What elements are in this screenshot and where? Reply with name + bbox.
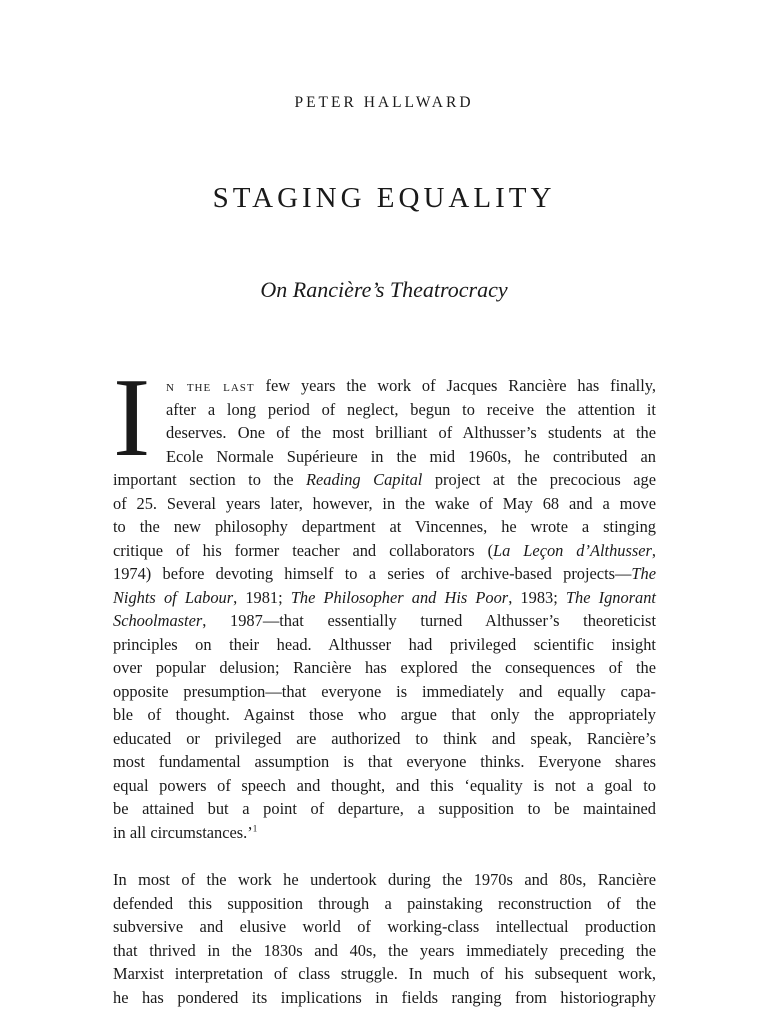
book-title: Reading Capital bbox=[306, 470, 423, 489]
book-title: La Leçon d’Althusser bbox=[493, 540, 652, 560]
article-subtitle: On Rancière’s Theatrocracy bbox=[260, 277, 508, 302]
book-title: The Ignorant bbox=[565, 587, 656, 607]
text-line: defended this supposition through a painstaking reconstruction of the bbox=[113, 893, 656, 913]
text-line: of 25. Several years later, however, in the wake of May 68 and a move bbox=[113, 493, 656, 513]
book-title: Schoolmaster bbox=[113, 611, 203, 630]
drop-cap: I bbox=[113, 356, 151, 480]
text-line: after a long period of neglect, begun to receive the attention it bbox=[166, 399, 656, 419]
book-title: The Philosopher and His Poor bbox=[290, 587, 509, 607]
paragraph-2 bbox=[113, 868, 656, 1009]
text-line: to the new philosophy department at Vincennes, he wrote a stinging bbox=[113, 517, 656, 536]
text-line: Ecole Normale Supérieure in the mid 1960s, he contributed an bbox=[166, 446, 656, 466]
article-title: STAGING EQUALITY bbox=[212, 182, 556, 214]
text-line: Schoolmaster, 1987—that essentially turned Althusser’s theoreticist bbox=[113, 611, 656, 630]
text-line: n the last few years the work of Jacques Rancière has finally, bbox=[166, 376, 656, 395]
text-line: be attained but a point of departure, a supposition to be maintained bbox=[113, 799, 656, 818]
book-title: Nights of Labour bbox=[113, 587, 234, 607]
text-line: educated or privileged are authorized to think and speak, Rancière’s bbox=[113, 728, 656, 748]
book-title: The bbox=[631, 564, 656, 583]
text-line: Nights of Labour, 1981; The Philosopher and His Poor, 1983; The Ignorant bbox=[113, 587, 656, 607]
text-line: important section to the Reading Capital project at the precocious age bbox=[113, 470, 657, 489]
text-line: In most of the work he undertook during the 1970s and 80s, Rancière bbox=[113, 870, 656, 889]
author-name: PETER HALLWARD bbox=[294, 94, 474, 111]
text-line: 1974) before devoting himself to a series of archive-based projects—The bbox=[113, 564, 656, 583]
text-line: opposite presumption—that everyone is immediately and equally capa- bbox=[113, 681, 656, 701]
text-line: equal powers of speech and thought, and this ‘equality is not a goal to bbox=[113, 775, 656, 795]
text-line: that thrived in the 1830s and 40s, the years immediately preceding the bbox=[113, 940, 656, 960]
text-line: critique of his former teacher and collaborators (La Leçon d’Althusser, bbox=[113, 540, 656, 560]
paragraph-1 bbox=[113, 374, 656, 844]
text-line: ble of thought. Against those who argue that only the appropriately bbox=[113, 705, 656, 724]
lead-in-small-caps: n the last bbox=[166, 376, 255, 395]
footnote-marker[interactable]: 1 bbox=[252, 823, 258, 834]
text-line: deserves. One of the most brilliant of Althusser’s students at the bbox=[166, 423, 656, 442]
text-line: subversive and elusive world of working-class intellectual production bbox=[113, 917, 656, 936]
text-line: principles on their head. Althusser had privileged scientific insight bbox=[113, 634, 656, 654]
text-line: Marxist interpretation of class struggle. In much of his subsequent work, bbox=[113, 964, 656, 983]
text-line: in all circumstances.’$^1$ bbox=[113, 822, 258, 842]
text-line: most fundamental assumption is that everyone thinks. Everyone shares bbox=[113, 752, 656, 771]
text-line: he has pondered its implications in fields ranging from historiography bbox=[113, 987, 656, 1007]
text-line: over popular delusion; Rancière has explored the consequences of the bbox=[113, 658, 656, 677]
